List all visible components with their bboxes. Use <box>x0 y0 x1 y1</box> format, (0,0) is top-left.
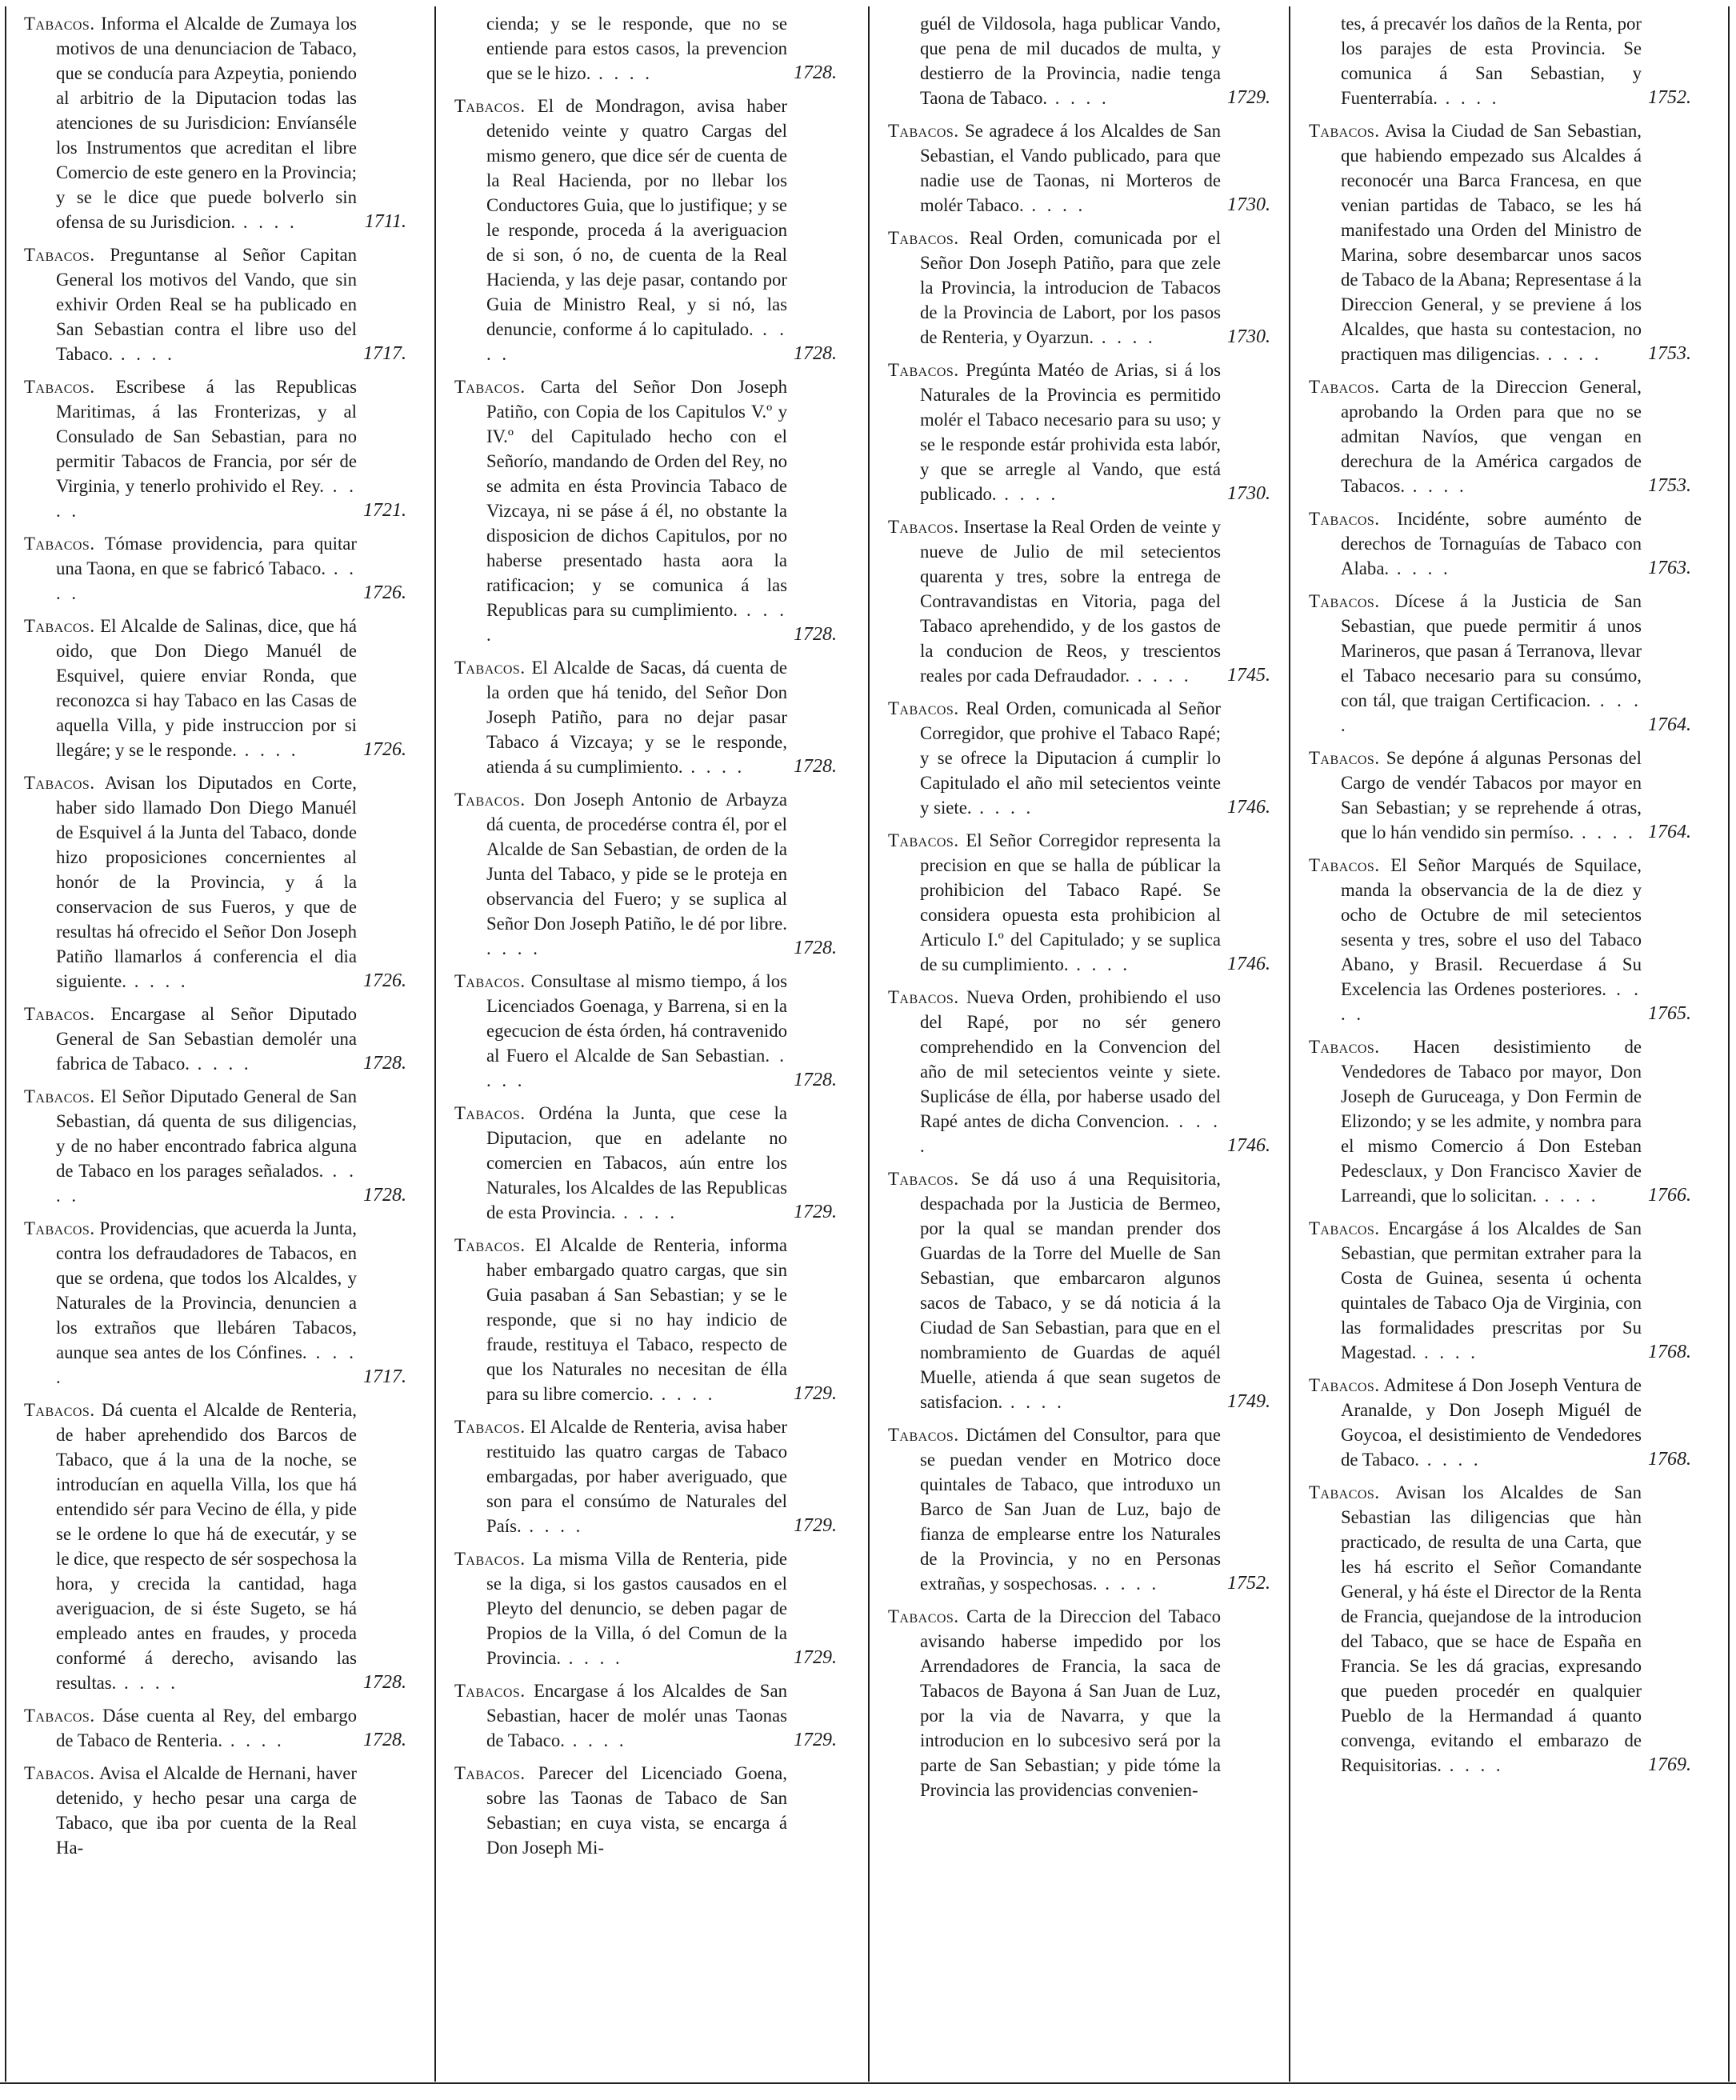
entry-text: Carta de la Direccion General, aprobando la Orden para que no se admitan Navíos, que vengan en derechura de la América cargados de Tabacos. <box>1341 377 1642 496</box>
entry-keyword: Tabacos. <box>1309 591 1380 611</box>
index-entry: Tabacos. El Alcalde de Salinas, dice, que há oido, que Don Diego Manuél de Esquivel, quiere enviar Ronda, que reconozca si hay Tabaco en las Casas de aquella Villa, y pide instruccion por si llegáre; y se le responde. . . . . 1726. <box>24 614 406 762</box>
entry-keyword: Tabacos. <box>454 1549 526 1569</box>
entry-keyword: Tabacos. <box>24 1706 95 1726</box>
entry-year: 1728. <box>794 343 837 364</box>
entry-text: El Alcalde de Renteria, avisa haber restituido las quatro cargas de Tabaco embargadas, por haber averiguado, que son para el consúmo de Naturales del País. <box>486 1417 788 1536</box>
entry-text: Encargase á los Alcaldes de San Sebastian, hacer de molér unas Taonas de Tabaco. <box>486 1681 787 1750</box>
entry-year: 1752. <box>1648 87 1691 108</box>
index-entry: Tabacos. Admitese á Don Joseph Ventura de Aranalde, y Don Joseph Miguél de Goycoa, el desistimiento de Vendedores de Tabaco. . . . . 1768. <box>1309 1373 1691 1472</box>
entry-year: 1717. <box>363 343 406 364</box>
entry-text: El Alcalde de Renteria, informa haber embargado quatro cargas, que sin Guia pasaban á San Sebastian; y se le responde, que si no hay indicio de fraude, restituya el Tabaco, respecto de que los Naturales no necesitan de élla para su libre comercio. <box>486 1235 788 1404</box>
index-entry: guél de Vildosola, haga publicar Vando, que pena de mil ducados de multa, y destierro de la Provincia, nadie tenga Taona de Tabaco. . . . . 1729. <box>888 11 1270 110</box>
entry-year: 1768. <box>1648 1342 1691 1362</box>
index-entry: Tabacos. El Señor Corregidor representa la precision en que se halla de públicar la prohibicion del Tabaco Rapé. Se considera opuesta esta prohibicion al Articulo I.º del Capitulado; y se suplica de su cumplimiento. . . . . 1746. <box>888 828 1270 977</box>
entry-text: cienda; y se le responde, que no se entiende para estos casos, la prevencion que se le hizo. <box>486 14 787 83</box>
entry-year: 1728. <box>794 62 837 83</box>
entry-keyword: Tabacos. <box>1309 1482 1380 1502</box>
entry-keyword: Tabacos. <box>24 534 95 554</box>
entry-year: 1746. <box>1227 797 1270 818</box>
index-entry: Tabacos. Avisan los Diputados en Corte, haber sido llamado Don Diego Manuél de Esquivel á la Junta del Tabaco, donde hizo proposiciones concernientes al honór de la Provincia, y á la conservacion de sus Fueros, y que de resultas há ofrecido el Señor Don Joseph Patiño llamarlos á conferencia el dia siguiente. . . . . 1726. <box>24 770 406 994</box>
entry-year: 1763. <box>1648 558 1691 578</box>
entry-keyword: Tabacos. <box>888 121 959 141</box>
entry-keyword: Tabacos. <box>1309 855 1380 875</box>
entry-keyword: Tabacos. <box>888 987 959 1007</box>
entry-keyword: Tabacos. <box>888 1606 959 1626</box>
entry-year: 1726. <box>363 582 406 603</box>
entry-text: Real Orden, comunicada por el Señor Don Joseph Patiño, para que zele la Provincia, la introducion de Tabacos de la Provincia de Labort, por los pasos de Renteria, y Oyarzun. <box>920 228 1222 347</box>
index-entry: Tabacos. Hacen desistimiento de Vendedores de Tabaco por mayor, Don Joseph de Guruceaga, y Don Fermin de Elizondo; y se les admite, y nombra para el mismo Comercio á Don Esteban Pedesclaux, y Don Francisco Xavier de Larreandi, que lo solicitan. . . . . 1766. <box>1309 1034 1691 1208</box>
entry-year: 1728. <box>363 1672 406 1693</box>
index-entry <box>454 1761 837 1860</box>
index-entry: Tabacos. Avisa la Ciudad de San Sebastian, que habiendo empezado sus Alcaldes á reconocér una Barca Francesa, en que venian partidas de Tabaco, se les há manifestado una Orden del Ministro de Marina, sobre desembarcar unos sacos de Tabaco de la Abana; Representase á la Direccion General, y se previene á los Alcaldes, que hasta su contestacion, no practiquen mas diligencias. . . . . 1753. <box>1309 118 1691 366</box>
index-entry: Tabacos. Real Orden, comunicada por el Señor Don Joseph Patiño, para que zele la Provincia, la introducion de Tabacos de la Provincia de Labort, por los pasos de Renteria, y Oyarzun. . . . . 1730. <box>888 226 1270 350</box>
bottom-rule <box>0 2082 1736 2084</box>
entry-year: 1728. <box>794 1070 837 1090</box>
entry-year: 1728. <box>363 1053 406 1074</box>
entry-keyword: Tabacos. <box>1309 509 1380 529</box>
text-column-4 <box>1309 11 1691 2080</box>
index-entry: cienda; y se le responde, que no se entiende para estos casos, la prevencion que se le hizo. . . . . 1728. <box>454 11 837 86</box>
entry-text: Consultase al mismo tiempo, á los Licenciados Goenaga, y Barrena, si en la egecucion de ésta órden, há contravenido al Fuero el Alcalde de San Sebastian. <box>486 971 787 1066</box>
index-entry: Tabacos. Encargase al Señor Diputado General de San Sebastian demolér una fabrica de Tabaco. . . . . 1728. <box>24 1002 406 1076</box>
entry-text: Tómase providencia, para quitar una Taona, en que se fabricó Tabaco. <box>56 534 357 578</box>
entry-year: 1711. <box>364 211 406 232</box>
entry-year: 1769. <box>1648 1754 1691 1775</box>
entry-keyword: Tabacos. <box>1309 377 1380 397</box>
entry-text: La misma Villa de Renteria, pide se la diga, si los gastos causados en el Pleyto del denuncio, se deben pagar de Propios de la Villa, ó del Comun de la Provincia. <box>486 1549 788 1668</box>
index-entry: tes, á precavér los daños de la Renta, por los parajes de esta Provincia. Se comunica á San Sebastian, y Fuenterrabía. . . . . 1752. <box>1309 11 1691 110</box>
index-entry: Tabacos. Pregúnta Matéo de Arias, si á los Naturales de la Provincia es permitido molér el Tabaco necesario para su uso; y se le responde estár prohivida esta labór, y que se arregle al Vando, que está publicado. . . . . 1730. <box>888 358 1270 506</box>
entry-text: Avisa la Ciudad de San Sebastian, que habiendo empezado sus Alcaldes á reconocér una Barca Francesa, en que venian partidas de Tabaco, se les há manifestado una Orden del Ministro de Marina, sobre desembarcar unos sacos de Tabaco de la Abana; Representase á la Direccion General, y se previene á los Alcaldes, que hasta su contestacion, no practiquen mas diligencias. <box>1341 121 1642 364</box>
entry-year: 1728. <box>363 1730 406 1750</box>
index-entry <box>24 1761 406 1860</box>
entry-text: Dáse cuenta al Rey, del embargo de Tabaco de Renteria. <box>56 1706 357 1750</box>
text-column-3 <box>888 11 1270 2080</box>
entry-text: El Señor Diputado General de San Sebastian, dá quenta de sus diligencias, y de no haber encontrado fabrica alguna de Tabaco en los parages señalados. <box>56 1086 357 1181</box>
entry-text: Dícese á la Justicia de San Sebastian, que puede permitir á unos Marineros, que pasan á Terranova, llevar el Tabaco necesario para su consúmo, con tál, que traigan Certificacion. <box>1341 591 1642 710</box>
entry-keyword: Tabacos. <box>888 830 959 850</box>
entry-year: 1728. <box>363 1185 406 1206</box>
index-entry: Tabacos. Se depóne á algunas Personas del Cargo de vendér Tabacos por mayor en San Sebastian; y se reprehende á otras, que lo hán vendido sin permíso. . . . . 1764. <box>1309 746 1691 845</box>
entry-text: tes, á precavér los daños de la Renta, por los parajes de esta Provincia. Se comunica á San Sebastian, y Fuenterrabía. <box>1341 14 1642 108</box>
entry-year: 1765. <box>1648 1003 1691 1024</box>
entry-text: Informa el Alcalde de Zumaya los motivos de una denunciacion de Tabaco, que se conducía para Azpeytia, poniendo al arbitrio de la Diputacion todas las atenciones de su Jurisdicion: Envíanséle los Instrumentos que acreditan el libre Comercio de este genero en la Provincia; y se le dice que puede bolverlo sin ofensa de su Jurisdicion. <box>56 14 357 232</box>
index-entry: Tabacos. Incidénte, sobre auménto de derechos de Tornaguías de Tabaco con Alaba. . . . . 1763. <box>1309 506 1691 581</box>
entry-year: 1729. <box>794 1202 837 1222</box>
entry-year: 1721. <box>363 500 406 521</box>
entry-keyword: Tabacos. <box>454 377 526 397</box>
index-entry: Tabacos. Se dá uso á una Requisitoria, despachada por la Justicia de Bermeo, por la qual se mandan prender dos Guardas de la Torre del Muelle de San Sebastian, que embarcaron algunos sacos de Tabaco, y se dá noticia á la Ciudad de San Sebastian, para que en el nombramiento de Guardas de aquél Muelle, atienda á que sean sugetos de satisfacion. . . . . 1749. <box>888 1166 1270 1414</box>
entry-year: 1726. <box>363 739 406 760</box>
entry-text: Carta del Señor Don Joseph Patiño, con Copia de los Capitulos V.º y IV.º del Capitulado hecho con el Señorío, mandando de Orden del Rey, no se admita en ésta Provincia Tabaco de Vizcaya, ni se páse á él, no obstante la disposicion de dichos Capitulos, por no haberse presentado hasta aora la ratificacion; y se comunica á las Republicas para su cumplimiento. <box>486 377 787 620</box>
index-entry: Tabacos. El Alcalde de Sacas, dá cuenta de la orden que há tenido, del Señor Don Joseph Patiño, para no dejar pasar Tabaco á Vizcaya; y se le responde, atienda á su cumplimiento. . . . . 1728. <box>454 655 837 779</box>
index-entry: Tabacos. Dáse cuenta al Rey, del embargo de Tabaco de Renteria. . . . . 1728. <box>24 1703 406 1753</box>
entry-keyword: Tabacos. <box>1309 748 1380 768</box>
entry-year: 1728. <box>794 938 837 958</box>
entry-text: Avisan los Diputados en Corte, haber sido llamado Don Diego Manuél de Esquivel á la Junta del Tabaco, donde hizo proposiciones concernientes al honór de la Provincia, y á la conservacion de sus Fueros, y que de resultas há ofrecido el Señor Don Joseph Patiño llamarlos á conferencia el dia siguiente. <box>56 773 357 991</box>
entry-keyword: Tabacos. <box>888 228 959 248</box>
entry-year: 1753. <box>1648 343 1691 364</box>
entry-text: Escribese á las Republicas Maritimas, á las Fronterizas, y al Consulado de San Sebastian, para no permitir Tabacos de Francia, por sér de Virginia, y tenerlo prohivido el Rey. <box>56 377 357 496</box>
index-entry: Tabacos. Se agradece á los Alcaldes de San Sebastian, el Vando publicado, para que nadie use de Taonas, ni Morteros de molér Tabaco. . . . . 1730. <box>888 118 1270 218</box>
entry-keyword: Tabacos. <box>24 1218 95 1238</box>
entry-keyword: Tabacos. <box>454 96 526 116</box>
entry-text: guél de Vildosola, haga publicar Vando, que pena de mil ducados de multa, y destierro de la Provincia, nadie tenga Taona de Tabaco. <box>920 14 1221 108</box>
text-column-1 <box>24 11 406 2080</box>
column-rule <box>434 6 436 2082</box>
entry-keyword: Tabacos. <box>454 971 526 991</box>
entry-text: Encargáse á los Alcaldes de San Sebastian, que permitan extraher para la Costa de Guinea, sesenta ú ochenta quintales de Tabaco Oja de Virginia, con las formalidades prescritas por Su Magestad. <box>1341 1218 1642 1362</box>
entry-text: Parecer del Licenciado Goena, sobre las Taonas de Tabaco de San Sebastian; en cuya vista, se encarga á Don Joseph Mi- <box>486 1763 787 1858</box>
index-entry: Tabacos. Tómase providencia, para quitar una Taona, en que se fabricó Tabaco. . . . . 1726. <box>24 531 406 606</box>
entry-year: 1752. <box>1227 1573 1270 1594</box>
entry-text: Don Joseph Antonio de Arbayza dá cuenta, de procedérse contra él, por el Alcalde de San Sebastian, de orden de la Junta del Tabaco, y pide se le proteja en observancia del Fuero; y se suplica al Señor Don Joseph Patiño, le dé por libre. <box>486 790 787 934</box>
index-entry: Tabacos. Ordéna la Junta, que cese la Diputacion, que en adelante no comercien en Tabacos, aún entre los Naturales, los Alcaldes de las Republicas de esta Provincia. . . . . 1729. <box>454 1101 837 1225</box>
index-entry: Tabacos. El Señor Marqués de Squilace, manda la observancia de la de diez y ocho de Octubre de mil setecientos sesenta y tres, sobre el uso del Tabaco Abano, y Brasil. Recuerdase á Su Excelencia las Ordenes posteriores. . . . . 1765. <box>1309 853 1691 1026</box>
index-entry: Tabacos. Don Joseph Antonio de Arbayza dá cuenta, de procedérse contra él, por el Alcalde de San Sebastian, de orden de la Junta del Tabaco, y pide se le proteja en observancia del Fuero; y se suplica al Señor Don Joseph Patiño, le dé por libre. . . . . 1728. <box>454 787 837 961</box>
entry-text: El Alcalde de Sacas, dá cuenta de la orden que há tenido, del Señor Don Joseph Patiño, para no dejar pasar Tabaco á Vizcaya; y se le responde, atienda á su cumplimiento. <box>486 658 787 777</box>
entry-year: 1764. <box>1648 714 1691 735</box>
entry-keyword: Tabacos. <box>888 1425 959 1445</box>
entry-keyword: Tabacos. <box>888 517 959 537</box>
entry-text: Se agradece á los Alcaldes de San Sebastian, el Vando publicado, para que nadie use de Taonas, ni Morteros de molér Tabaco. <box>920 121 1222 215</box>
index-entry: Tabacos. El Alcalde de Renteria, informa haber embargado quatro cargas, que sin Guia pasaban á San Sebastian; y se le responde, que si no hay indicio de fraude, restituya el Tabaco, respecto de que los Naturales no necesitan de élla para su libre comercio. . . . . 1729. <box>454 1233 837 1406</box>
column-rule <box>1289 6 1290 2082</box>
index-entry: Tabacos. Real Orden, comunicada al Señor Corregidor, que prohive el Tabaco Rapé; y se ofrece la Diputacion á cumplir lo Capitulado el año mil setecientos veinte y siete. . . . . 1746. <box>888 696 1270 820</box>
entry-keyword: Tabacos. <box>454 658 526 678</box>
entry-year: 1729. <box>1227 87 1270 108</box>
entry-keyword: Tabacos. <box>1309 121 1380 141</box>
index-entry: Tabacos. Escribese á las Republicas Maritimas, á las Fronterizas, y al Consulado de San Sebastian, para no permitir Tabacos de Francia, por sér de Virginia, y tenerlo prohivido el Rey. . . . . 1721. <box>24 374 406 523</box>
entry-text: Dictámen del Consultor, para que se puedan vender en Motrico doce quintales de Tabaco, que introduxo un Barco de San Juan de Luz, bajo de fianza de emplearse entre los Naturales de la Provincia, y no en Personas extrañas, y sospechosas. <box>920 1425 1221 1594</box>
entry-year: 1729. <box>794 1515 837 1536</box>
entry-year: 1749. <box>1227 1391 1270 1412</box>
entry-year: 1728. <box>794 756 837 777</box>
entry-text: Se dá uso á una Requisitoria, despachada por la Justicia de Bermeo, por la qual se mandan prender dos Guardas de la Torre del Muelle de San Sebastian, que embarcaron algunos sacos de Tabaco, y se dá noticia á la Ciudad de San Sebastian, para que en el nombramiento de Guardas de aquél Muelle, atienda á que sean sugetos de satisfacion. <box>920 1169 1221 1412</box>
entry-keyword: Tabacos. <box>1309 1218 1380 1238</box>
entry-text: Incidénte, sobre auménto de derechos de Tornaguías de Tabaco con Alaba. <box>1341 509 1642 578</box>
entry-text: El Alcalde de Salinas, dice, que há oido, que Don Diego Manuél de Esquivel, quiere enviar Ronda, que reconozca si hay Tabaco en las Casas de aquella Villa, y pide instruccion por si llegáre; y se le responde. <box>56 616 358 760</box>
index-entry: Tabacos. La misma Villa de Renteria, pide se la diga, si los gastos causados en el Pleyto del denuncio, se deben pagar de Propios de la Villa, ó del Comun de la Provincia. . . . . 1729. <box>454 1546 837 1670</box>
entry-keyword: Tabacos. <box>454 1103 526 1123</box>
entry-keyword: Tabacos. <box>24 1400 95 1420</box>
entry-text: Hacen desistimiento de Vendedores de Tabaco por mayor, Don Joseph de Guruceaga, y Don Fermin de Elizondo; y se les admite, y nombra para el mismo Comercio á Don Esteban Pedesclaux, y Don Francisco Xavier de Larreandi, que lo solicitan. <box>1341 1037 1642 1206</box>
entry-text: Encargase al Señor Diputado General de San Sebastian demolér una fabrica de Tabaco. <box>56 1004 357 1074</box>
entry-year: 1730. <box>1227 194 1270 215</box>
entry-year: 1729. <box>794 1647 837 1668</box>
index-entry: Tabacos. Dictámen del Consultor, para que se puedan vender en Motrico doce quintales de Tabaco, que introduxo un Barco de San Juan de Luz, bajo de fianza de emplearse entre los Naturales de la Provincia, y no en Personas extrañas, y sospechosas. . . . . 1752. <box>888 1422 1270 1596</box>
entry-keyword: Tabacos. <box>888 360 959 380</box>
entry-text: Admitese á Don Joseph Ventura de Aranalde, y Don Joseph Miguél de Goycoa, el desistimiento de Vendedores de Tabaco. <box>1341 1375 1642 1470</box>
entry-keyword: Tabacos. <box>888 698 959 718</box>
entry-keyword: Tabacos. <box>24 1086 95 1106</box>
index-entry: Tabacos. El de Mondragon, avisa haber detenido veinte y quatro Cargas del mismo genero, que dice sér de cuenta de la Real Hacienda, por no llebar los Conductores Guia, que lo justifique; y se le responde, proceda á la averiguacion de si son, ó no, de cuenta de la Real Hacienda, y las deje pasar, contando por Guia de Ministro Real, y si nó, las denuncie, conforme á lo capitulado. . . . . 1728. <box>454 94 837 366</box>
entry-year: 1729. <box>794 1730 837 1750</box>
entry-year: 1746. <box>1227 954 1270 974</box>
entry-keyword: Tabacos. <box>888 1169 959 1189</box>
index-entry: Tabacos. Nueva Orden, prohibiendo el uso del Rapé, por no sér genero comprehendido en la Convencion del año de mil setecientos veinte y siete. Suplicáse de élla, por haberse usado del Rapé antes de dicha Convencion. . . . . 1746. <box>888 985 1270 1158</box>
entry-year: 1730. <box>1227 483 1270 504</box>
entry-year: 1729. <box>794 1383 837 1404</box>
entry-year: 1753. <box>1648 475 1691 496</box>
entry-keyword: Tabacos. <box>454 1235 526 1255</box>
index-entry: Tabacos. Insertase la Real Orden de veinte y nueve de Julio de mil setecientos quarenta y tres, sobre la entrega de Contravandistas en Vitoria, paga del Tabaco aprehendido, y de los gastos de la conducion de Reos, y trescientos reales por cada Defraudador. . . . . 1745. <box>888 514 1270 688</box>
index-entry: Tabacos. El Alcalde de Renteria, avisa haber restituido las quatro cargas de Tabaco embargadas, por haber averiguado, que son para el consúmo de Naturales del País. . . . . 1729. <box>454 1414 837 1538</box>
index-entry: Tabacos. Preguntanse al Señor Capitan General los motivos del Vando, que sin exhivir Orden Real se ha publicado en San Sebastian contra el libre uso del Tabaco. . . . . 1717. <box>24 242 406 366</box>
entry-year: 1768. <box>1648 1449 1691 1470</box>
entry-keyword: Tabacos. <box>454 1417 526 1437</box>
entry-text: El de Mondragon, avisa haber detenido veinte y quatro Cargas del mismo genero, que dice sér de cuenta de la Real Hacienda, por no llebar los Conductores Guia, que lo justifique; y se le responde, proceda á la averiguacion de si son, ó no, de cuenta de la Real Hacienda, y las deje pasar, contando por Guia de Ministro Real, y si nó, las denuncie, conforme á lo capitulado. <box>486 96 787 339</box>
entry-year: 1717. <box>363 1366 406 1387</box>
entry-year: 1745. <box>1227 665 1270 686</box>
index-entry: Tabacos. Consultase al mismo tiempo, á los Licenciados Goenaga, y Barrena, si en la egecucion de ésta órden, há contravenido al Fuero el Alcalde de San Sebastian. . . . . 1728. <box>454 969 837 1093</box>
index-entry: Tabacos. Encargase á los Alcaldes de San Sebastian, hacer de molér unas Taonas de Tabaco. . . . . 1729. <box>454 1678 837 1753</box>
index-entry: Tabacos. Dá cuenta el Alcalde de Renteria, de haber aprehendido dos Barcos de Tabaco, que á la una de la noche, se introducían en aquella Villa, los que há entendido sér para Vecino de élla, y pide se le ordene lo que há de executár, y se le dice, que respecto de sér sospechosa la hora, y crecida la cantidad, haga averiguacion, de si éste Sugeto, se há empleado antes en fraudes, y proceda conformé á derecho, avisando las resultas. . . . . 1728. <box>24 1398 406 1695</box>
entry-text: Real Orden, comunicada al Señor Corregidor, que prohive el Tabaco Rapé; y se ofrece la Diputacion á cumplir lo Capitulado el año mil setecientos veinte y siete. <box>920 698 1221 818</box>
entry-keyword: Tabacos. <box>24 1763 95 1783</box>
index-entry: Tabacos. El Señor Diputado General de San Sebastian, dá quenta de sus diligencias, y de no haber encontrado fabrica alguna de Tabaco en los parages señalados. . . . . 1728. <box>24 1084 406 1208</box>
entry-year: 1728. <box>794 624 837 645</box>
entry-keyword: Tabacos. <box>454 1763 526 1783</box>
entry-keyword: Tabacos. <box>24 14 95 34</box>
entry-text: Nueva Orden, prohibiendo el uso del Rapé, por no sér genero comprehendido en la Convencion del año de mil setecientos veinte y siete. Suplicáse de élla, por haberse usado del Rapé antes de dicha Convencion. <box>920 987 1221 1131</box>
entry-text: Avisa el Alcalde de Hernani, haver detenido, y hecho pesar una carga de Tabaco, que iba por cuenta de la Real Ha- <box>56 1763 357 1858</box>
entry-text: Dá cuenta el Alcalde de Renteria, de haber aprehendido dos Barcos de Tabaco, que á la una de la noche, se introducían en aquella Villa, los que há entendido sér para Vecino de élla, y pide se le ordene lo que há de executár, y se le dice, que respecto de sér sospechosa la hora, y crecida la cantidad, haga averiguacion, de si éste Sugeto, se há empleado antes en fraudes, y proceda conformé á derecho, avisando las resultas. <box>56 1400 357 1693</box>
text-column-2 <box>454 11 837 2080</box>
entry-text: Se depóne á algunas Personas del Cargo de vendér Tabacos por mayor en San Sebastian; y se reprehende á otras, que lo hán vendido sin permíso. <box>1341 748 1642 842</box>
entry-keyword: Tabacos. <box>24 245 95 265</box>
index-entry: Tabacos. Avisan los Alcaldes de San Sebastian las diligencias que hàn practicado, de resulta de una Carta, que les há escrito el Señor Comandante General, y há éste el Director de la Renta de Francia, quejandose de la introducion del Tabaco, que se hace de España en Francia. Se les dá gracias, expresando que pueden procedér en qualquier Pueblo de la Hermandad á quanto convenga, evitando el embarazo de Requisitorias. . . . . 1769. <box>1309 1480 1691 1778</box>
entry-text: El Señor Marqués de Squilace, manda la observancia de la de diez y ocho de Octubre de mil setecientos sesenta y tres, sobre el uso del Tabaco Abano, y Brasil. Recuerdase á Su Excelencia las Ordenes posteriores. <box>1341 855 1642 999</box>
index-entry: Tabacos. Carta de la Direccion General, aprobando la Orden para que no se admitan Navíos, que vengan en derechura de la América cargados de Tabacos. . . . . 1753. <box>1309 374 1691 498</box>
entry-year: 1730. <box>1227 326 1270 347</box>
index-entry <box>888 1604 1270 1802</box>
entry-keyword: Tabacos. <box>454 790 526 810</box>
entry-text: Insertase la Real Orden de veinte y nueve de Julio de mil setecientos quarenta y tres, sobre la entrega de Contravandistas en Vitoria, paga del Tabaco aprehendido, y de los gastos de la conducion de Reos, y trescientos reales por cada Defraudador. <box>920 517 1221 686</box>
index-entry: Tabacos. Carta del Señor Don Joseph Patiño, con Copia de los Capitulos V.º y IV.º del Capitulado hecho con el Señorío, mandando de Orden del Rey, no se admita en ésta Provincia Tabaco de Vizcaya, ni se páse á él, no obstante la disposicion de dichos Capitulos, por no haberse presentado hasta aora la ratificacion; y se comunica á las Republicas para su cumplimiento. . . . . 1728. <box>454 374 837 647</box>
index-entry: Tabacos. Encargáse á los Alcaldes de San Sebastian, que permitan extraher para la Costa de Guinea, sesenta ú ochenta quintales de Tabaco Oja de Virginia, con las formalidades prescritas por Su Magestad. . . . . 1768. <box>1309 1216 1691 1365</box>
entry-year: 1726. <box>363 970 406 991</box>
entry-year: 1746. <box>1227 1135 1270 1156</box>
entry-keyword: Tabacos. <box>24 377 95 397</box>
entry-year: 1764. <box>1648 822 1691 842</box>
entry-year: 1766. <box>1648 1185 1691 1206</box>
column-rule <box>868 6 870 2082</box>
entry-keyword: Tabacos. <box>24 773 95 793</box>
entry-keyword: Tabacos. <box>24 616 95 636</box>
entry-text: Pregúnta Matéo de Arias, si á los Naturales de la Provincia es permitido molér el Tabaco necesario para su uso; y se le responde estár prohivida esta labór, y que se arregle al Vando, que está publicado. <box>920 360 1222 504</box>
entry-keyword: Tabacos. <box>1309 1375 1380 1395</box>
entry-keyword: Tabacos. <box>24 1004 95 1024</box>
index-entry: Tabacos. Providencias, que acuerda la Junta, contra los defraudadores de Tabacos, en que se ordena, que todos los Alcaldes, y Naturales de la Provincia, denuncien a los extraños que llebáren Tabacos, aunque sea antes de los Cónfines. . . . . 1717. <box>24 1216 406 1390</box>
index-entry: Tabacos. Informa el Alcalde de Zumaya los motivos de una denunciacion de Tabaco, que se conducía para Azpeytia, poniendo al arbitrio de la Diputacion todas las atenciones de su Jurisdicion: Envíanséle los Instrumentos que acreditan el libre Comercio de este genero en la Provincia; y se le dice que puede bolverlo sin ofensa de su Jurisdicion. . . . . 1711. <box>24 11 406 234</box>
entry-text: Providencias, que acuerda la Junta, contra los defraudadores de Tabacos, en que se ordena, que todos los Alcaldes, y Naturales de la Provincia, denuncien a los extraños que llebáren Tabacos, aunque sea antes de los Cónfines. <box>56 1218 357 1362</box>
entry-text: Avisan los Alcaldes de San Sebastian las diligencias que hàn practicado, de resulta de una Carta, que les há escrito el Señor Comandante General, y há éste el Director de la Renta de Francia, quejandose de la introducion del Tabaco, que se hace de España en Francia. Se les dá gracias, expresando que pueden procedér en qualquier Pueblo de la Hermandad á quanto convenga, evitando el embarazo de Requisitorias. <box>1341 1482 1642 1775</box>
column-rule <box>5 6 6 2082</box>
entry-keyword: Tabacos. <box>454 1681 526 1701</box>
index-entry: Tabacos. Dícese á la Justicia de San Sebastian, que puede permitir á unos Marineros, que pasan á Terranova, llevar el Tabaco necesario para su consúmo, con tál, que traigan Certificacion. . . . . 1764. <box>1309 589 1691 738</box>
entry-text: Ordéna la Junta, que cese la Diputacion, que en adelante no comercien en Tabacos, aún entre los Naturales, los Alcaldes de las Republicas de esta Provincia. <box>486 1103 787 1222</box>
entry-keyword: Tabacos. <box>1309 1037 1380 1057</box>
column-rule <box>1728 6 1730 2082</box>
entry-text: Carta de la Direccion del Tabaco avisando haberse impedido por los Arrendadores de Francia, la saca de Tabacos de Bayona á San Juan de Luz, por la via de Navarra, y que la introducion en lo subcesivo será por la parte de San Sebastian; y pide tóme la Provincia las providencias convenien- <box>920 1606 1221 1800</box>
entry-text: El Señor Corregidor representa la precision en que se halla de públicar la prohibicion del Tabaco Rapé. Se considera opuesta esta prohibicion al Articulo I.º del Capitulado; y se suplica de su cumplimiento. <box>920 830 1221 974</box>
entry-text: Preguntanse al Señor Capitan General los motivos del Vando, que sin exhivir Orden Real se ha publicado en San Sebastian contra el libre uso del Tabaco. <box>56 245 357 364</box>
